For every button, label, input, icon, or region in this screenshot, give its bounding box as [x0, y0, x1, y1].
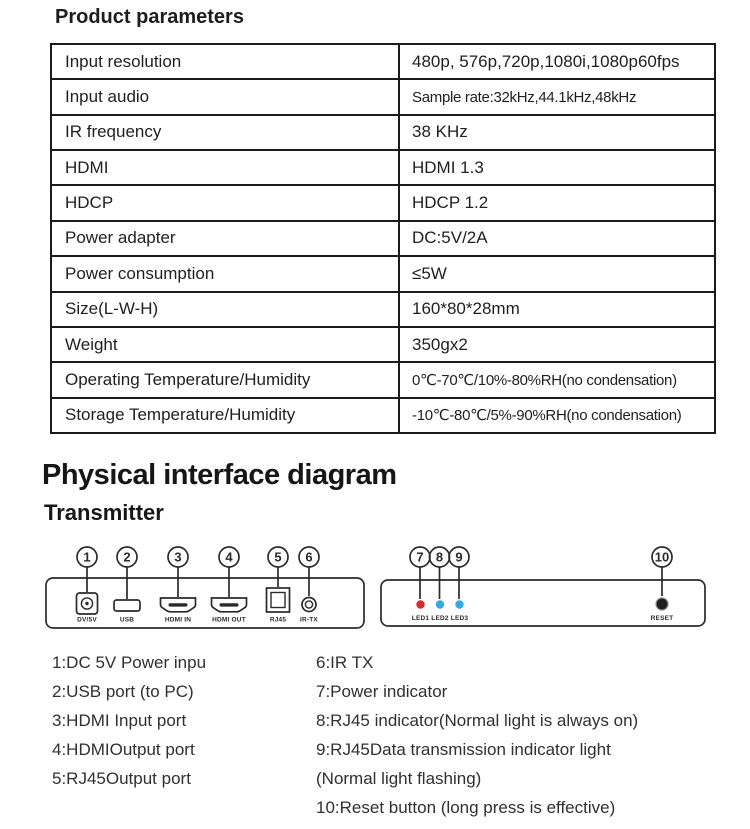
- transmitter-heading: Transmitter: [44, 500, 164, 525]
- legend-item: 3:HDMI Input port: [52, 711, 187, 730]
- svg-text:DV/5V: DV/5V: [77, 616, 97, 624]
- hdmi-in-port: [161, 598, 196, 624]
- transmitter-front-panel: [46, 547, 364, 628]
- parameter-value: -10℃-80℃/5%-90%RH(no condensation): [399, 398, 715, 433]
- svg-text:4: 4: [225, 549, 233, 565]
- svg-text:IR-TX: IR-TX: [300, 616, 318, 624]
- rj45-port: [267, 588, 290, 624]
- callout-5-icon: [268, 547, 288, 587]
- table-row: [51, 292, 715, 327]
- svg-text:RJ45: RJ45: [269, 616, 287, 624]
- legend-column-left: [52, 648, 307, 793]
- svg-text:HDMI IN: HDMI IN: [164, 616, 192, 624]
- parameter-label: Storage Temperature/Humidity: [51, 398, 399, 433]
- legend-item: 5:RJ45Output port: [52, 769, 191, 788]
- parameter-value: ≤5W: [399, 256, 715, 291]
- callout-1-icon: [77, 547, 97, 592]
- dc-power-port: [77, 593, 98, 624]
- parameter-label: Weight: [51, 327, 399, 362]
- svg-text:HDMI OUT: HDMI OUT: [212, 616, 246, 624]
- parameter-value: 350gx2: [399, 327, 715, 362]
- parameter-label: Power consumption: [51, 256, 399, 291]
- svg-text:LED3: LED3: [450, 615, 469, 622]
- section-heading: Physical interface diagram: [42, 459, 397, 491]
- usb-port: [114, 600, 140, 624]
- svg-text:RESET: RESET: [650, 615, 674, 622]
- parameter-value: Sample rate:32kHz,44.1kHz,48kHz: [399, 79, 715, 114]
- parameters-table: [50, 43, 716, 434]
- legend-item: (Normal light flashing): [316, 769, 482, 788]
- led2-indicator: [431, 600, 449, 622]
- parameter-label: HDMI: [51, 150, 399, 185]
- legend-item: 1:DC 5V Power inpu: [52, 653, 207, 672]
- table-row: [51, 115, 715, 150]
- callout-10-icon: [652, 547, 672, 596]
- svg-text:5: 5: [274, 549, 282, 565]
- reset-button: [651, 598, 674, 622]
- svg-text:8: 8: [435, 549, 444, 565]
- table-row: [51, 221, 715, 256]
- svg-text:LED2: LED2: [431, 615, 449, 622]
- parameter-label: Size(L-W-H): [51, 292, 399, 327]
- legend-column-right: [316, 648, 726, 822]
- transmitter-diagram: [0, 540, 750, 650]
- parameter-label: IR frequency: [51, 115, 399, 150]
- transmitter-top-panel: [381, 547, 705, 626]
- callout-3-icon: [168, 547, 188, 597]
- callout-2-icon: [117, 547, 137, 599]
- parameter-value: 38 KHz: [399, 115, 715, 150]
- table-row: [51, 327, 715, 362]
- parameter-value: HDCP 1.2: [399, 185, 715, 220]
- table-row: [51, 44, 715, 79]
- table-row: [51, 79, 715, 114]
- parameter-value: 480p, 576p,720p,1080i,1080p60fps: [399, 44, 715, 79]
- hdmi-out-port: [212, 598, 247, 624]
- legend-item: 7:Power indicator: [316, 682, 448, 701]
- svg-text:6: 6: [305, 549, 313, 565]
- parameter-value: 160*80*28mm: [399, 292, 715, 327]
- callout-7-icon: [410, 547, 430, 599]
- parameter-label: Input resolution: [51, 44, 399, 79]
- parameter-label: Operating Temperature/Humidity: [51, 362, 399, 397]
- callout-8-icon: [430, 547, 450, 599]
- svg-text:1: 1: [83, 549, 91, 565]
- callout-9-icon: [449, 547, 469, 599]
- svg-text:10: 10: [654, 549, 670, 565]
- parameter-label: HDCP: [51, 185, 399, 220]
- table-row: [51, 398, 715, 433]
- led3-indicator: [451, 600, 469, 622]
- parameter-label: Power adapter: [51, 221, 399, 256]
- parameter-label: Input audio: [51, 79, 399, 114]
- svg-text:USB: USB: [119, 616, 135, 624]
- callout-6-icon: [299, 547, 319, 596]
- parameter-value: HDMI 1.3: [399, 150, 715, 185]
- callout-4-icon: [219, 547, 239, 597]
- svg-text:LED1: LED1: [411, 615, 430, 622]
- parameter-value: 0℃-70℃/10%-80%RH(no condensation): [399, 362, 715, 397]
- table-row: [51, 185, 715, 220]
- table-row: [51, 256, 715, 291]
- legend-item: 6:IR TX: [316, 653, 374, 672]
- legend-item: 10:Reset button (long press is effective): [316, 798, 616, 817]
- led1-indicator: [412, 600, 430, 622]
- legend-item: 9:RJ45Data transmission indicator light: [316, 740, 611, 759]
- legend-item: 2:USB port (to PC): [52, 682, 194, 701]
- parameter-value: DC:5V/2A: [399, 221, 715, 256]
- table-row: [51, 362, 715, 397]
- svg-text:9: 9: [455, 549, 463, 565]
- legend-item: 8:RJ45 indicator(Normal light is always on): [316, 711, 639, 730]
- page-title: Product parameters: [55, 6, 244, 28]
- svg-text:7: 7: [416, 549, 424, 565]
- svg-text:2: 2: [123, 549, 131, 565]
- svg-text:3: 3: [174, 549, 182, 565]
- ir-tx-port: [300, 598, 318, 624]
- table-row: [51, 150, 715, 185]
- legend-item: 4:HDMIOutput port: [52, 740, 195, 759]
